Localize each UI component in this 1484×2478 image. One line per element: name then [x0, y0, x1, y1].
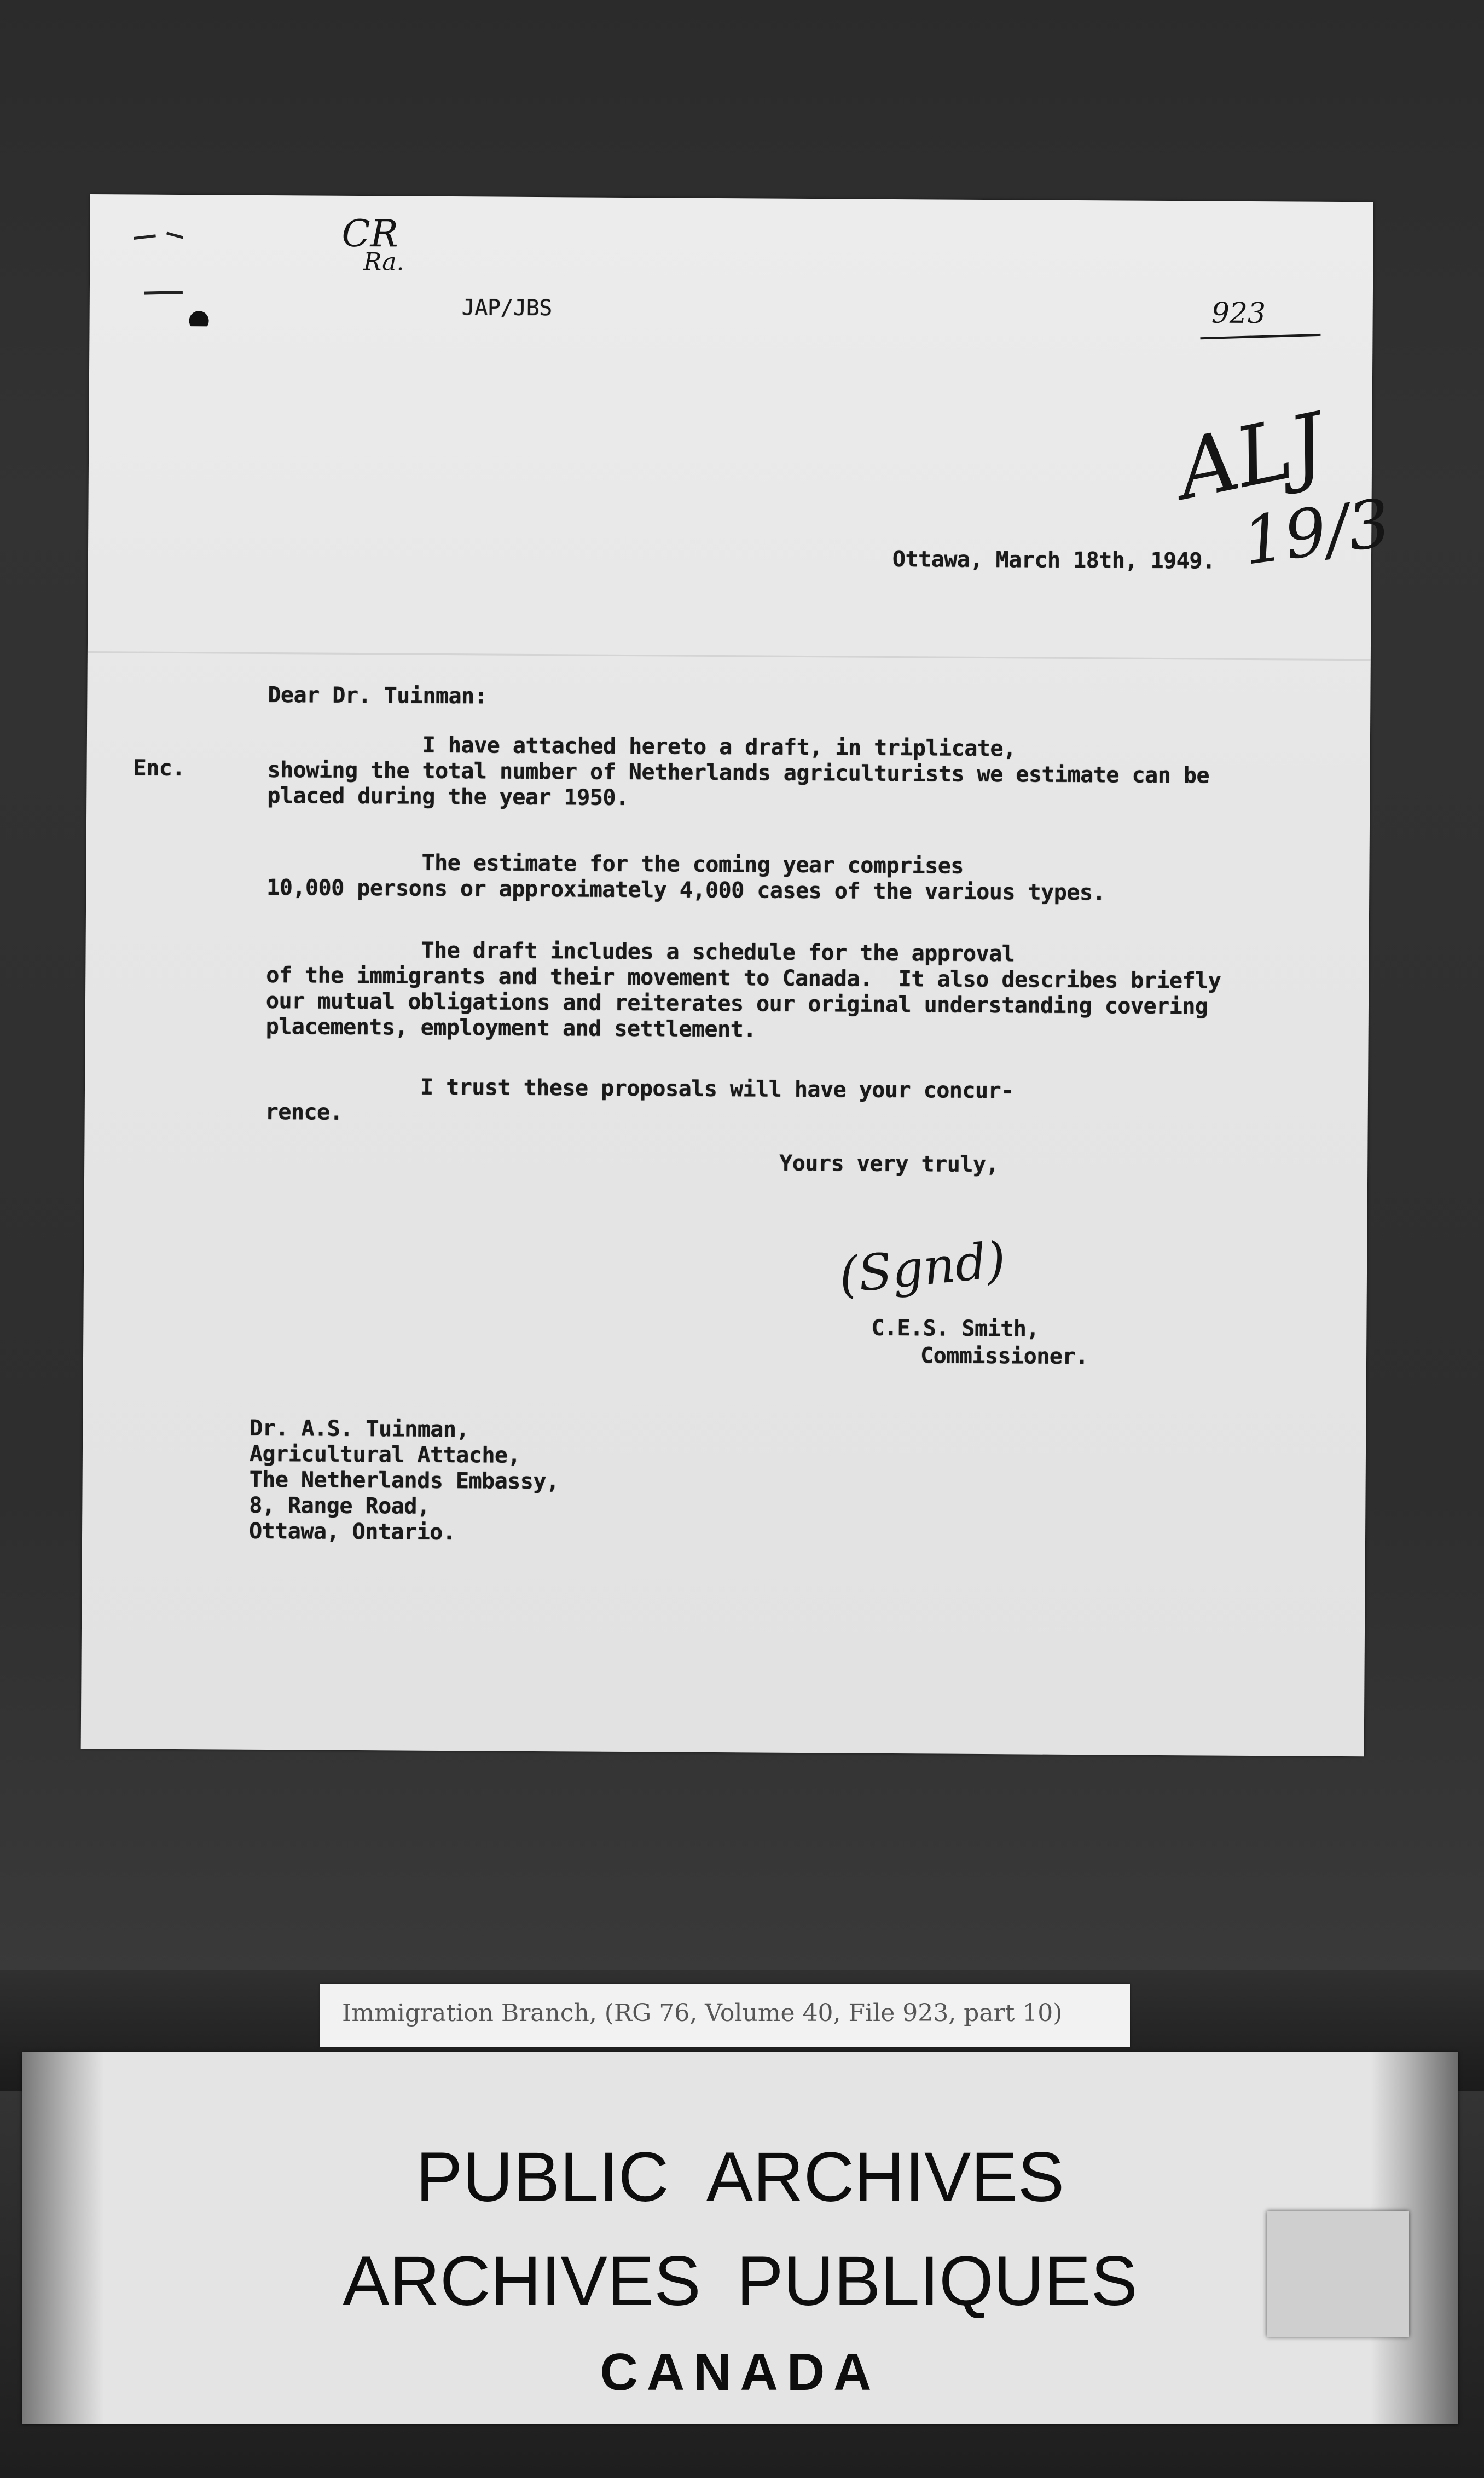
reviewer-initials: ALJ: [1169, 395, 1332, 519]
paragraph-3: The draft includes a schedule for the approval of the immigrants and their movement to Canada. It also describes briefly our mutual obligations and reiterates our original understanding covering placements, employment and settlement.: [265, 936, 1221, 1043]
paper-fold: [88, 651, 1371, 661]
salutation: Dear Dr. Tuinman:: [268, 682, 488, 709]
recipient-address: Dr. A.S. Tuinman, Agricultural Attache, The Netherlands Embassy, 8, Range Road, Ottawa, Ontario.: [248, 1415, 559, 1545]
banner-line-3: CANADA: [600, 2343, 880, 2401]
top-initials: CR: [341, 212, 399, 256]
top-initials-sub: Ra.: [363, 248, 404, 276]
caption-slip: [320, 1984, 1130, 2047]
date-line: Ottawa, March 18th, 1949.: [892, 546, 1215, 574]
closing: Yours very truly,: [779, 1150, 999, 1178]
banner-line-2: ARCHIVES PUBLIQUES: [343, 2242, 1138, 2320]
paragraph-4: I trust these proposals will have your concur- rence.: [265, 1073, 1014, 1125]
letter-page: [81, 194, 1395, 1756]
caption-text: Immigration Branch, (RG 76, Volume 40, File 923, part 10): [342, 1999, 1063, 2027]
signer-title: Commissioner.: [920, 1343, 1088, 1370]
signed-mark: (Sgnd): [836, 1231, 1008, 1305]
reference-code: JAP/JBS: [461, 295, 552, 321]
file-number: 923: [1211, 297, 1266, 331]
banner-line-1: PUBLIC ARCHIVES: [415, 2138, 1065, 2216]
paragraph-1: I have attached hereto a draft, in triplicate, showing the total number of Netherlands agriculturists we estimate can be placed during the year 1950.: [267, 731, 1210, 811]
enclosure-note: Enc.: [133, 755, 186, 781]
file-number-underline: [1200, 334, 1320, 339]
paragraph-2: The estimate for the coming year comprises 10,000 persons or approximately 4,000 cases of the various types.: [266, 849, 1106, 906]
signer-name: C.E.S. Smith,: [871, 1315, 1040, 1342]
archive-banner: [22, 2052, 1458, 2424]
reviewer-date: 19/3: [1238, 485, 1395, 581]
margin-marks: [123, 211, 222, 326]
